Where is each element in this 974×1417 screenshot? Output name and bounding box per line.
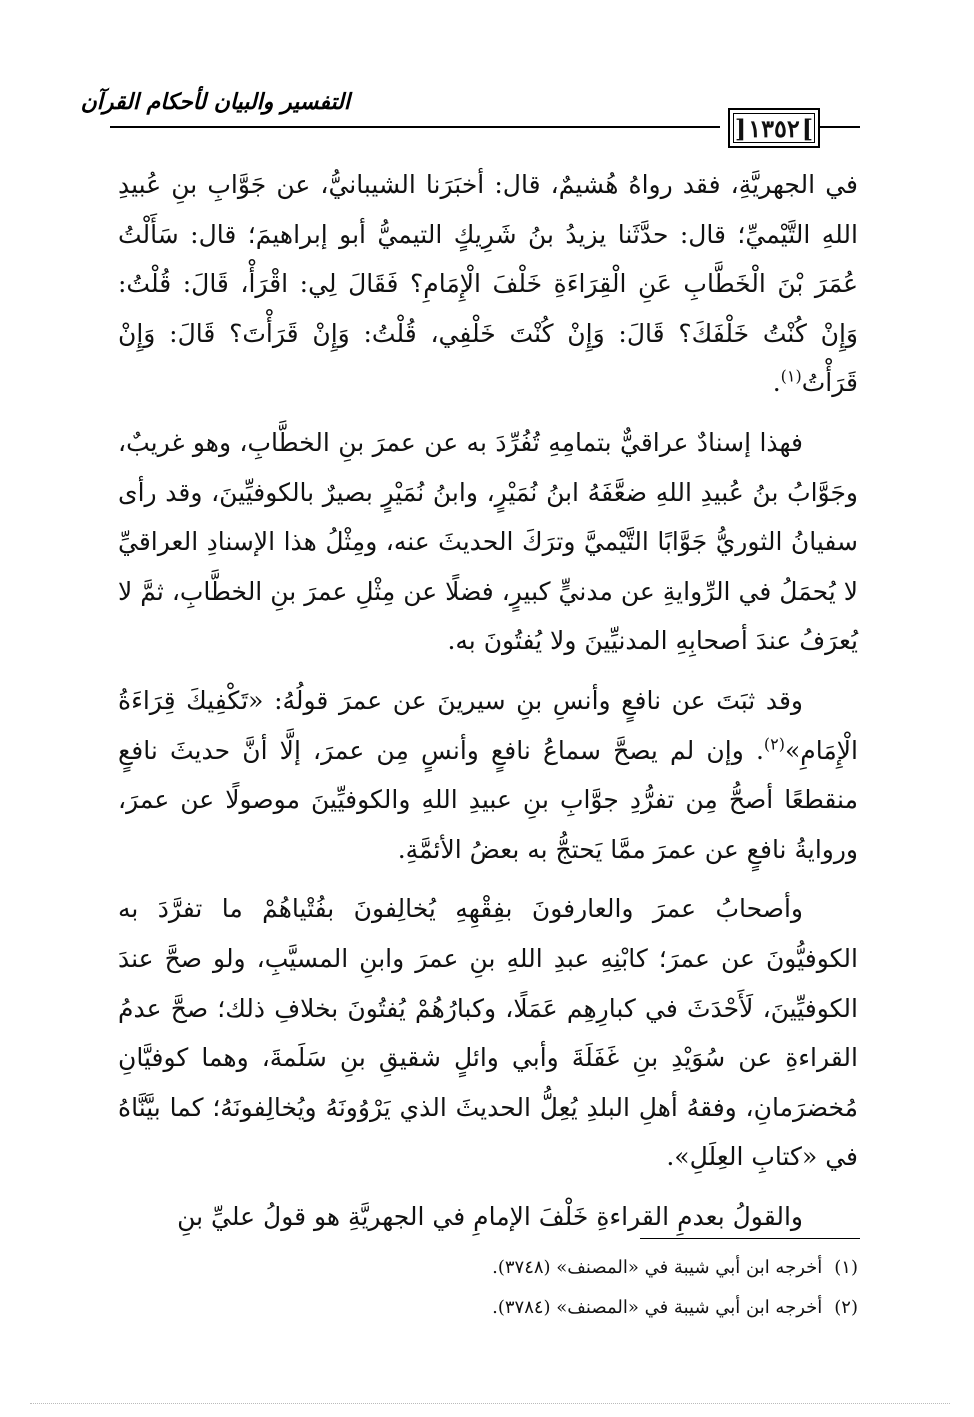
footnotes — [118, 1248, 858, 1328]
paragraph-tail: . وإن لم يصحَّ سماعُ نافعٍ وأنسٍ مِن عمرَ، إلَّا أنَّ حديثَ نافعٍ منقطعًا أصحُّ مِن تفرُّدِ جوَّابِ بنِ عبيدِ اللهِ والكوفيِّينَ موصولًا عن عمرَ، وروايةُ نافعٍ عن عمرَ ممَّا يَحتجُّ به بعضُ الأئمَّةِ. — [118, 735, 858, 864]
paragraph-text: فهذا إسنادٌ عراقيٌّ بتمامِهِ تُفُرِّدَ به عن عمرَ بنِ الخطَّابِ، وهو غريبٌ، وجَوَّابُ بنُ عُبيدِ اللهِ ضعَّفَهُ ابنُ نُمَيْرٍ، وابنُ نُمَيْرٍ بصيرٌ بالكوفيِّينَ، وقد رأى سفيانُ الثوريُّ جَوَّابًا التَّيْميَّ وترَكَ الحديثَ عنه، ومِثْلُ هذا الإسنادِ العراقيِّ لا يُحمَلُ في الرِّوايةِ عن مدنيٍّ كبيرٍ، فضلًا عن مِثْلِ عمرَ بنِ الخطَّابِ، ثمَّ لا يُعرَفُ عندَ أصحابِهِ المدنيِّينَ ولا يُفتُونَ به. — [118, 427, 858, 656]
footnote-reference: (٢) — [763, 734, 785, 754]
footnote — [118, 1248, 858, 1288]
footnote — [118, 1288, 858, 1328]
header-rule-right — [820, 126, 860, 128]
header-rule — [110, 126, 720, 128]
paragraph — [118, 1192, 858, 1242]
footnote-number: (٢) — [834, 1297, 858, 1318]
paragraph-text: والقولُ بعدمِ القراءةِ خَلْفَ الإمامِ في الجهريَّةِ هو قولُ عليِّ بنِ — [177, 1201, 803, 1231]
footnote-reference: (١) — [780, 367, 802, 387]
paragraph — [118, 418, 858, 666]
footnote-number: (١) — [834, 1257, 858, 1278]
scan-edge — [30, 1403, 950, 1404]
paragraph — [118, 676, 858, 874]
paragraph — [118, 884, 858, 1182]
page-bracket-open: [ — [801, 113, 814, 143]
page-bracket-close: ] — [734, 113, 747, 143]
footnote-text: أخرجه ابن أبي شيبة في «المصنف» (٣٧٨٤). — [492, 1297, 823, 1318]
footnote-separator — [640, 1238, 860, 1239]
paragraph-text: وأصحابُ عمرَ والعارفونَ بفِقْهِهِ يُخالِفونَ بفُتْياهُمْ ما تفرَّدَ به الكوفيُّونَ عن عمرَ؛ كابْنِهِ عبدِ اللهِ بنِ عمرَ وابنِ المسيَّبِ، ولو صحَّ عندَ الكوفيِّينَ، لَأَحْدَثَ في كبارِهِم عَمَلًا، وكبارُهُمْ يُفتُونَ بخلافِ ذلك؛ صحَّ عدمُ القراءةِ عن سُوَيْدِ بنِ غَفَلَةَ وأبي وائلٍ شقيقِ بنِ سَلَمةَ، وهما كوفيَّانِ مُخضرَمانِ، وفقهُ أهلِ البلدِ يُعِلُّ الحديثَ الذي يَرْوُونَهُ ويُخالِفونَهُ؛ كما بيَّنَّاهُ في «كتابِ العِلَلِ». — [118, 894, 858, 1172]
main-text — [118, 160, 858, 1241]
paragraph-text: وقد ثبَتَ عن نافعٍ وأنسِ بنِ سيرينَ عن عمرَ قولُهُ: «تَكْفِيكَ قِرَاءَةُ الْإِمَامِ» — [118, 685, 858, 765]
paragraph — [118, 160, 858, 408]
page-number: ١٣٥٢ — [748, 113, 800, 143]
paragraph-tail: . — [772, 368, 781, 398]
page-number-box — [728, 108, 820, 148]
footnote-text: أخرجه ابن أبي شيبة في «المصنف» (٣٧٤٨). — [492, 1257, 823, 1278]
running-header-title: التفسير والبيان لأحكام القرآن — [80, 89, 350, 115]
paragraph-text: في الجهريَّةِ، فقد رواهُ هُشيمٌ، قال: أخبَرَنا الشيبانيُّ، عن جَوَّابِ بنِ عُبيدِ اللهِ التَّيْميِّ؛ قال: حدَّثَنا يزيدُ بنُ شَرِيكٍ التيميُّ أبو إبراهيمَ؛ قال: سَأَلْتُ عُمَرَ بْنَ الْخَطَّابِ عَنِ الْقِرَاءَةِ خَلْفَ الْإِمَامِ؟ فَقَالَ لِي: اقْرَأْ، قَالَ: قُلْتُ: وَإِنْ كُنْتُ خَلْفَكَ؟ قَالَ: وَإِنْ كُنْتَ خَلْفِي، قُلْتُ: وَإِنْ قَرَأْتَ؟ قَالَ: وَإِنْ قَرَأْتُ — [118, 170, 858, 398]
